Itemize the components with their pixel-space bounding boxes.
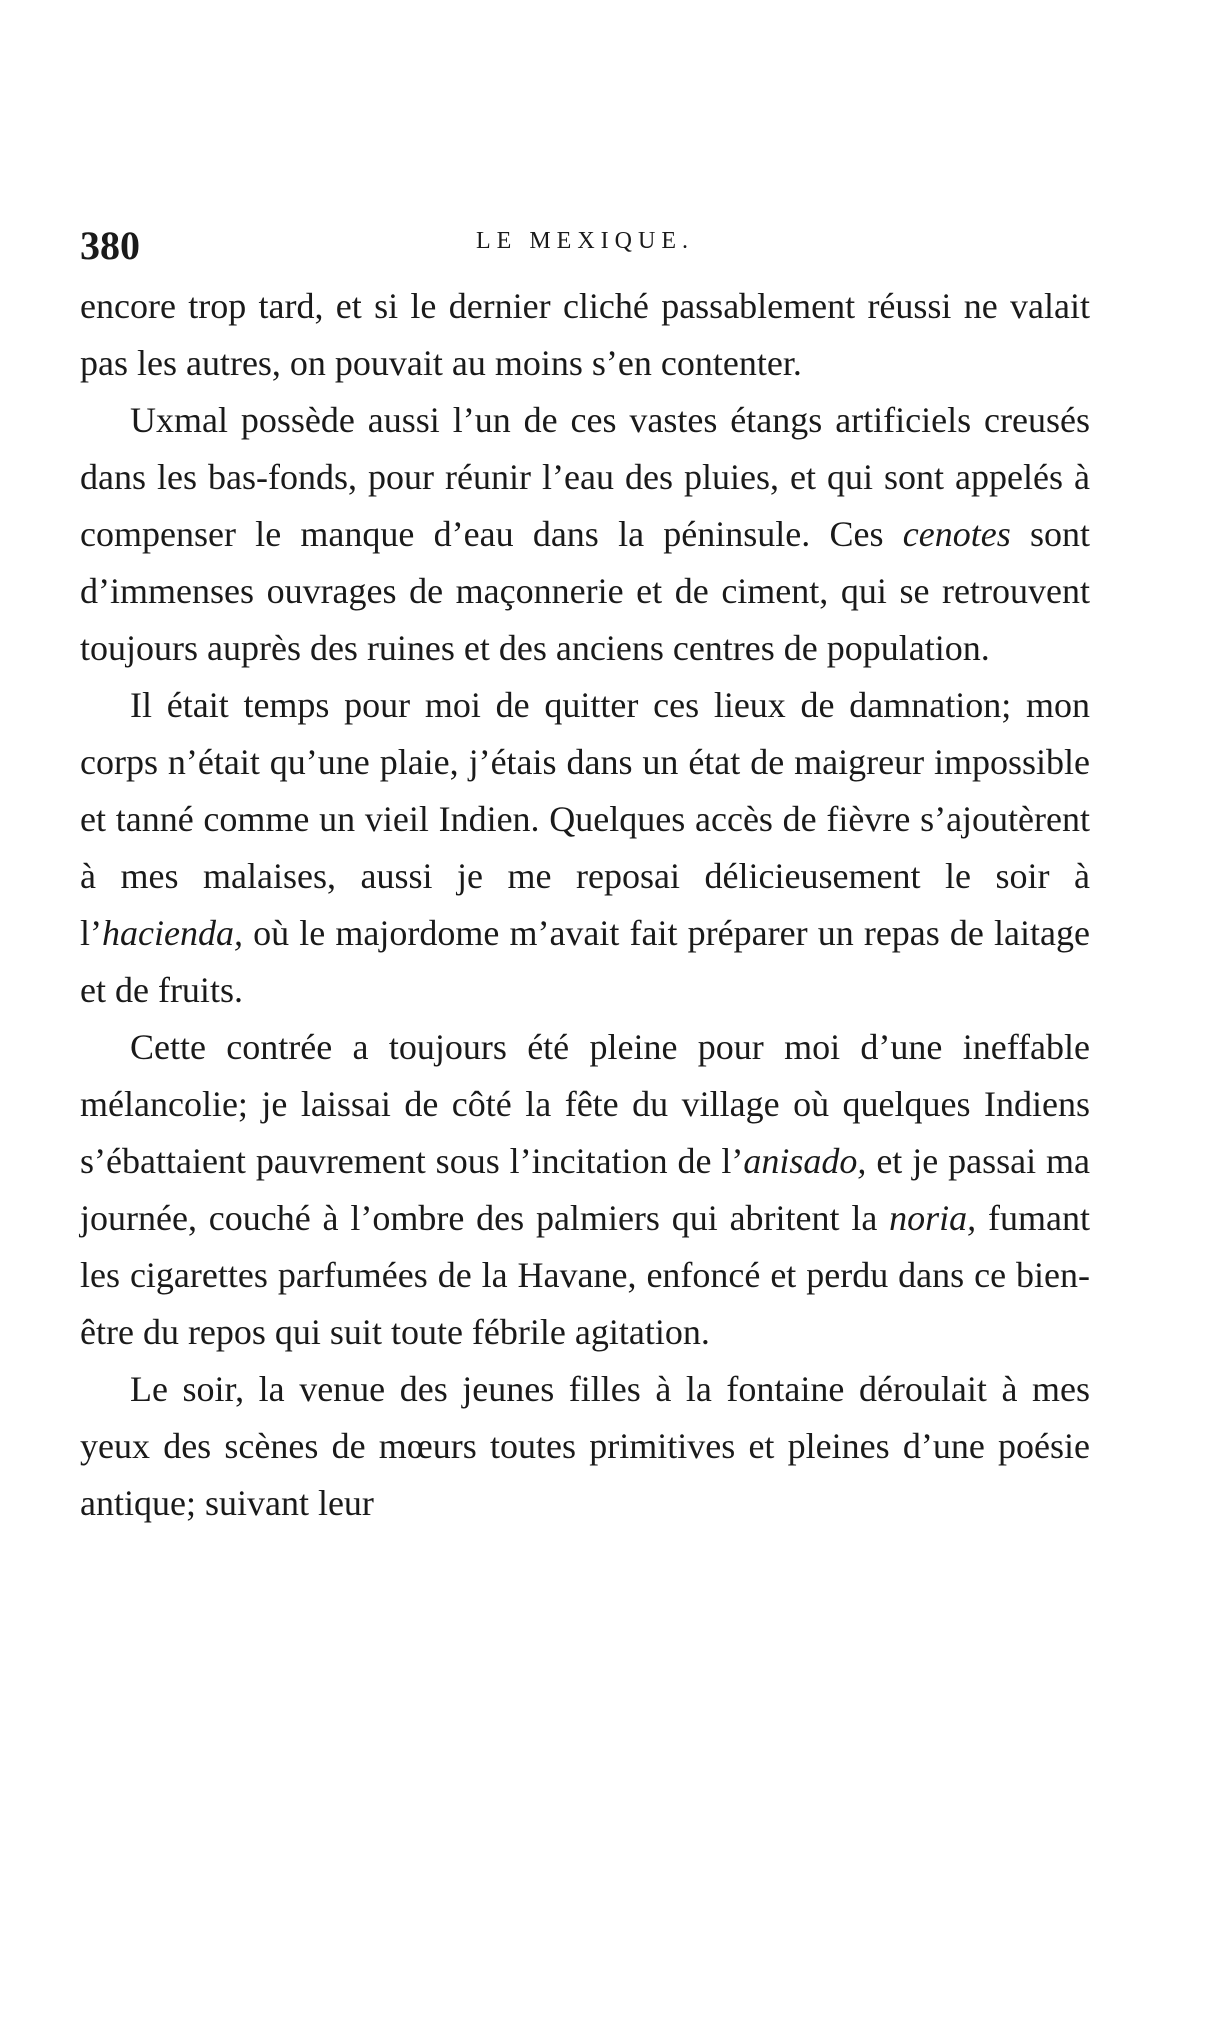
- text-segment: Le soir, la venue des jeunes filles à la fontaine déroulait à mes yeux des scènes de mœurs toutes primitives et pleines d’une poésie antique; suivant leur: [80, 1369, 1090, 1523]
- text-segment: sont d’immenses ouvrages de maçonnerie et de ciment, qui se retrouvent toujours auprès des ruines et des anciens centres de population.: [80, 514, 1090, 668]
- italic-term-anisado: anisado,: [743, 1141, 867, 1181]
- paragraph: [80, 1019, 1090, 1361]
- text-segment: où le majordome m’avait fait préparer un repas de laitage et de fruits.: [80, 913, 1090, 1010]
- paragraph: [80, 392, 1090, 677]
- text-segment: fumant les cigarettes parfumées de la Havane, enfoncé et perdu dans ce bien-être du repos qui suit toute fébrile agitation.: [80, 1198, 1090, 1352]
- text-segment: et je passai ma journée, couché à l’ombre des palmiers qui abritent la: [80, 1141, 1090, 1238]
- text-segment: Cette contrée a toujours été pleine pour moi d’une ineffable mélancolie; je laissai de côté la fête du village où quelques Indiens s’ébattaient pauvrement sous l’incitation de l’: [80, 1027, 1090, 1181]
- book-page: [80, 222, 1090, 1532]
- text-segment: Il était temps pour moi de quitter ces lieux de damnation; mon corps n’était qu’une plaie, j’étais dans un état de maigreur impossible et tanné comme un vieil Indien. Quelques accès de fièvre s’ajoutèrent à mes malaises, aussi je me reposai délicieusement le soir à l’: [80, 685, 1090, 953]
- italic-term-noria: noria,: [889, 1198, 977, 1238]
- text-segment: Uxmal possède aussi l’un de ces vastes étangs artificiels creusés dans les bas-fonds, pour réunir l’eau des pluies, et qui sont appelés à compenser le manque d’eau dans la péninsule. Ces: [80, 400, 1090, 554]
- italic-term-hacienda: hacienda,: [102, 913, 243, 953]
- page-number: 380: [80, 223, 140, 268]
- running-title: LE MEXIQUE.: [476, 228, 694, 254]
- running-head: [80, 222, 1090, 278]
- paragraph: [80, 1361, 1090, 1532]
- paragraph: [80, 278, 1090, 392]
- body-text: [80, 278, 1090, 1532]
- italic-term-cenotes: cenotes: [902, 514, 1011, 554]
- text-segment: encore trop tard, et si le dernier cliché passablement réussi ne valait pas les autres, on pouvait au moins s’en contenter.: [80, 286, 1090, 383]
- paragraph: [80, 677, 1090, 1019]
